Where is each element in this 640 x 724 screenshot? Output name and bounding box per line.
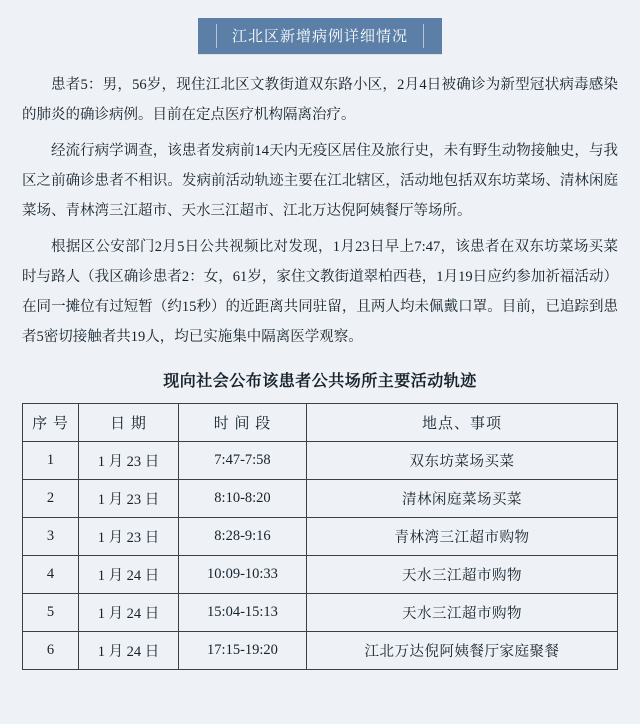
cell-date: 1 月 24 日 (79, 632, 179, 670)
cell-date: 1 月 24 日 (79, 556, 179, 594)
cell-no: 1 (23, 442, 79, 480)
header-area (22, 0, 618, 54)
cell-time: 8:10-8:20 (179, 480, 307, 518)
table-header-row (23, 404, 618, 442)
cell-date: 1 月 23 日 (79, 480, 179, 518)
cell-time: 7:47-7:58 (179, 442, 307, 480)
article-body (22, 70, 618, 352)
cell-date: 1 月 24 日 (79, 594, 179, 632)
table-row (23, 556, 618, 594)
cell-place: 江北万达倪阿姨餐厅家庭聚餐 (307, 632, 618, 670)
cell-no: 4 (23, 556, 79, 594)
paragraph-1: 患者5：男，56岁，现住江北区文教街道双东路小区，2月4日被确诊为新型冠状病毒感染的肺炎的确诊病例。目前在定点医疗机构隔离治疗。 (22, 77, 618, 123)
cell-no: 5 (23, 594, 79, 632)
paragraph-2: 经流行病学调查，该患者发病前14天内无疫区居住及旅行史，未有野生动物接触史，与我区之前确诊患者不相识。发病前活动轨迹主要在江北辖区，活动地包括双东坊菜场、清林闲庭菜场、青林湾三江超市、天水三江超市、江北万达倪阿姨餐厅等场所。 (22, 143, 618, 219)
cell-time: 15:04-15:13 (179, 594, 307, 632)
cell-time: 8:28-9:16 (179, 518, 307, 556)
cell-no: 2 (23, 480, 79, 518)
activity-track-table (22, 403, 618, 670)
column-header-time: 时 间 段 (179, 404, 307, 442)
table-row (23, 480, 618, 518)
table-row (23, 518, 618, 556)
cell-date: 1 月 23 日 (79, 518, 179, 556)
cell-place: 天水三江超市购物 (307, 556, 618, 594)
table-row (23, 632, 618, 670)
cell-place: 天水三江超市购物 (307, 594, 618, 632)
page-title-banner: 江北区新增病例详细情况 (198, 18, 442, 54)
cell-time: 10:09-10:33 (179, 556, 307, 594)
cell-place: 双东坊菜场买菜 (307, 442, 618, 480)
column-header-date: 日 期 (79, 404, 179, 442)
cell-date: 1 月 23 日 (79, 442, 179, 480)
cell-no: 6 (23, 632, 79, 670)
column-header-place: 地点、事项 (307, 404, 618, 442)
cell-place: 青林湾三江超市购物 (307, 518, 618, 556)
table-title: 现向社会公布该患者公共场所主要活动轨迹 (163, 373, 477, 390)
table-row (23, 594, 618, 632)
cell-place: 清林闲庭菜场买菜 (307, 480, 618, 518)
cell-time: 17:15-19:20 (179, 632, 307, 670)
paragraph-3: 根据区公安部门2月5日公共视频比对发现，1月23日早上7:47，该患者在双东坊菜场买菜时与路人（我区确诊患者2：女，61岁，家住文教街道翠柏西巷，1月19日应约参加祈福活动）在同一摊位有过短暂（约15秒）的近距离共同驻留，且两人均未佩戴口罩。目前，已追踪到患者5密切接触者共19人，均已实施集中隔离医学观察。 (22, 239, 618, 345)
table-row (23, 442, 618, 480)
cell-no: 3 (23, 518, 79, 556)
column-header-no: 序 号 (23, 404, 79, 442)
